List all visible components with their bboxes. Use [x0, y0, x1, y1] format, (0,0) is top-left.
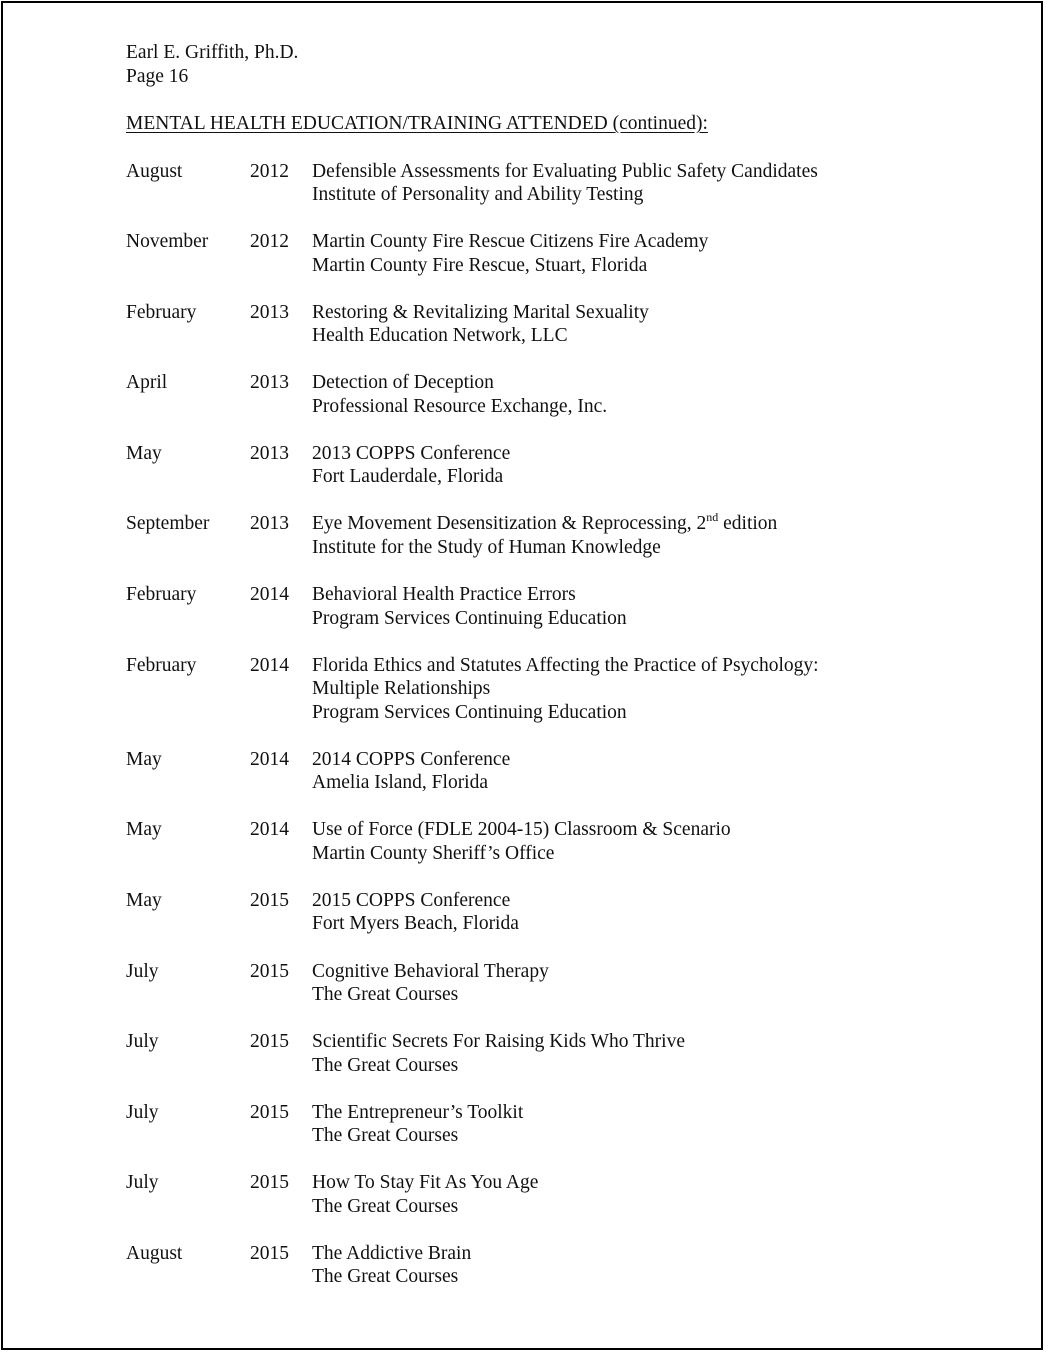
entry-detail-line: Program Services Continuing Education	[312, 701, 627, 723]
section-title: MENTAL HEALTH EDUCATION/TRAINING ATTENDED (continued):	[126, 113, 708, 134]
entry-month: August	[126, 1242, 183, 1264]
entry-month: May	[126, 442, 162, 464]
entry-detail-line: Professional Resource Exchange, Inc.	[312, 395, 608, 417]
entry-details	[312, 1030, 1006, 1077]
training-entry	[126, 960, 1006, 1007]
entry-year: 2013	[250, 372, 289, 394]
entry-month: April	[126, 372, 168, 394]
entry-details	[312, 230, 1006, 277]
entry-detail-line: The Great Courses	[312, 1195, 459, 1217]
entry-month: May	[126, 819, 162, 841]
document-page	[1, 1, 1043, 1350]
training-entry	[126, 818, 1006, 865]
entry-details	[312, 654, 1006, 725]
entry-month: February	[126, 584, 197, 606]
entry-title: Defensible Assessments for Evaluating Public Safety Candidates	[312, 160, 818, 182]
entry-year: 2015	[250, 1172, 289, 1194]
entry-details	[312, 818, 1006, 865]
entry-year: 2015	[250, 1031, 289, 1053]
entry-detail-line: Martin County Sheriff’s Office	[312, 842, 555, 864]
entry-detail-line: The Great Courses	[312, 1125, 459, 1147]
entry-year: 2013	[250, 513, 289, 535]
entry-year: 2014	[250, 584, 289, 606]
entry-detail-line: Program Services Continuing Education	[312, 607, 627, 629]
training-entry	[126, 371, 1006, 418]
entry-month: July	[126, 1031, 159, 1053]
entry-month: February	[126, 654, 197, 676]
training-entry	[126, 442, 1006, 489]
entry-details	[312, 442, 1006, 489]
training-entry	[126, 889, 1006, 936]
entry-details	[312, 960, 1006, 1007]
entry-title: Restoring & Revitalizing Marital Sexuality	[312, 301, 649, 323]
page-number: Page 16	[126, 65, 189, 87]
training-entry	[126, 230, 1006, 277]
entry-month: August	[126, 160, 183, 182]
entry-title: The Addictive Brain	[312, 1242, 472, 1264]
training-entry	[126, 748, 1006, 795]
entry-details	[312, 1171, 1006, 1218]
training-entry	[126, 160, 1006, 207]
training-entry	[126, 1101, 1006, 1148]
training-entry	[126, 583, 1006, 630]
entry-title: Detection of Deception	[312, 372, 494, 394]
entry-title: 2013 COPPS Conference	[312, 442, 511, 464]
entry-title: 2015 COPPS Conference	[312, 889, 511, 911]
entry-detail-line: Health Education Network, LLC	[312, 325, 568, 347]
entry-detail-line: Institute of Personality and Ability Testing	[312, 184, 644, 205]
training-entry	[126, 1242, 1006, 1289]
entry-title: 2014 COPPS Conference	[312, 748, 511, 770]
entry-title: Use of Force (FDLE 2004-15) Classroom & Scenario	[312, 819, 731, 841]
entry-title: Scientific Secrets For Raising Kids Who Thrive	[312, 1031, 685, 1053]
entry-details	[312, 371, 1006, 418]
entry-detail-line: Fort Lauderdale, Florida	[312, 466, 504, 488]
entry-month: September	[126, 513, 210, 535]
entry-title: Martin County Fire Rescue Citizens Fire Academy	[312, 231, 709, 253]
entry-month: May	[126, 889, 162, 911]
entry-detail-line: Amelia Island, Florida	[312, 772, 489, 794]
author-name: Earl E. Griffith, Ph.D.	[126, 42, 299, 63]
entry-title: Cognitive Behavioral Therapy	[312, 960, 549, 982]
entry-month: February	[126, 301, 197, 323]
entry-title-suffix: edition	[718, 513, 778, 535]
ordinal-superscript: nd	[706, 510, 719, 525]
entry-detail-line: Fort Myers Beach, Florida	[312, 913, 519, 935]
entry-detail-line: Multiple Relationships	[312, 678, 491, 700]
page-content	[126, 41, 1006, 1313]
training-entry	[126, 1171, 1006, 1218]
training-entry	[126, 654, 1006, 725]
entry-year: 2012	[250, 160, 289, 182]
entry-detail-line: The Great Courses	[312, 984, 459, 1006]
entry-title: The Entrepreneur’s Toolkit	[312, 1101, 524, 1123]
entry-year: 2014	[250, 819, 289, 841]
entry-year: 2015	[250, 1101, 289, 1123]
entry-details	[312, 160, 1006, 207]
entry-year: 2014	[250, 748, 289, 770]
entry-year: 2013	[250, 442, 289, 464]
entry-detail-line: Martin County Fire Rescue, Stuart, Florida	[312, 254, 648, 276]
entry-year: 2015	[250, 960, 289, 982]
training-entry	[126, 512, 1006, 559]
entry-month: May	[126, 748, 162, 770]
entry-details	[312, 301, 1006, 348]
entry-title: Behavioral Health Practice Errors	[312, 584, 576, 606]
entry-month: July	[126, 1101, 159, 1123]
entry-month: July	[126, 1172, 159, 1194]
entry-title: Florida Ethics and Statutes Affecting the Practice of Psychology:	[312, 654, 819, 676]
entry-year: 2014	[250, 654, 289, 676]
entry-month: July	[126, 960, 159, 982]
entry-details	[312, 1101, 1006, 1148]
entry-detail-line: The Great Courses	[312, 1054, 459, 1076]
entry-details	[312, 748, 1006, 795]
entry-details	[312, 1242, 1006, 1289]
entry-year: 2015	[250, 889, 289, 911]
entry-year: 2012	[250, 231, 289, 253]
entry-title-text: Eye Movement Desensitization & Reprocessing, 2	[312, 513, 707, 535]
training-entry	[126, 1030, 1006, 1077]
entry-details	[312, 512, 1006, 559]
entry-details	[312, 583, 1006, 630]
entry-title	[312, 512, 1006, 536]
entry-detail-line: The Great Courses	[312, 1266, 459, 1288]
entry-year: 2013	[250, 301, 289, 323]
training-list	[126, 160, 1006, 1289]
entry-year: 2015	[250, 1242, 289, 1264]
entry-title: How To Stay Fit As You Age	[312, 1172, 539, 1194]
entry-detail-line: Institute for the Study of Human Knowledge	[312, 536, 661, 558]
entry-month: November	[126, 231, 209, 253]
training-entry	[126, 301, 1006, 348]
entry-details	[312, 889, 1006, 936]
